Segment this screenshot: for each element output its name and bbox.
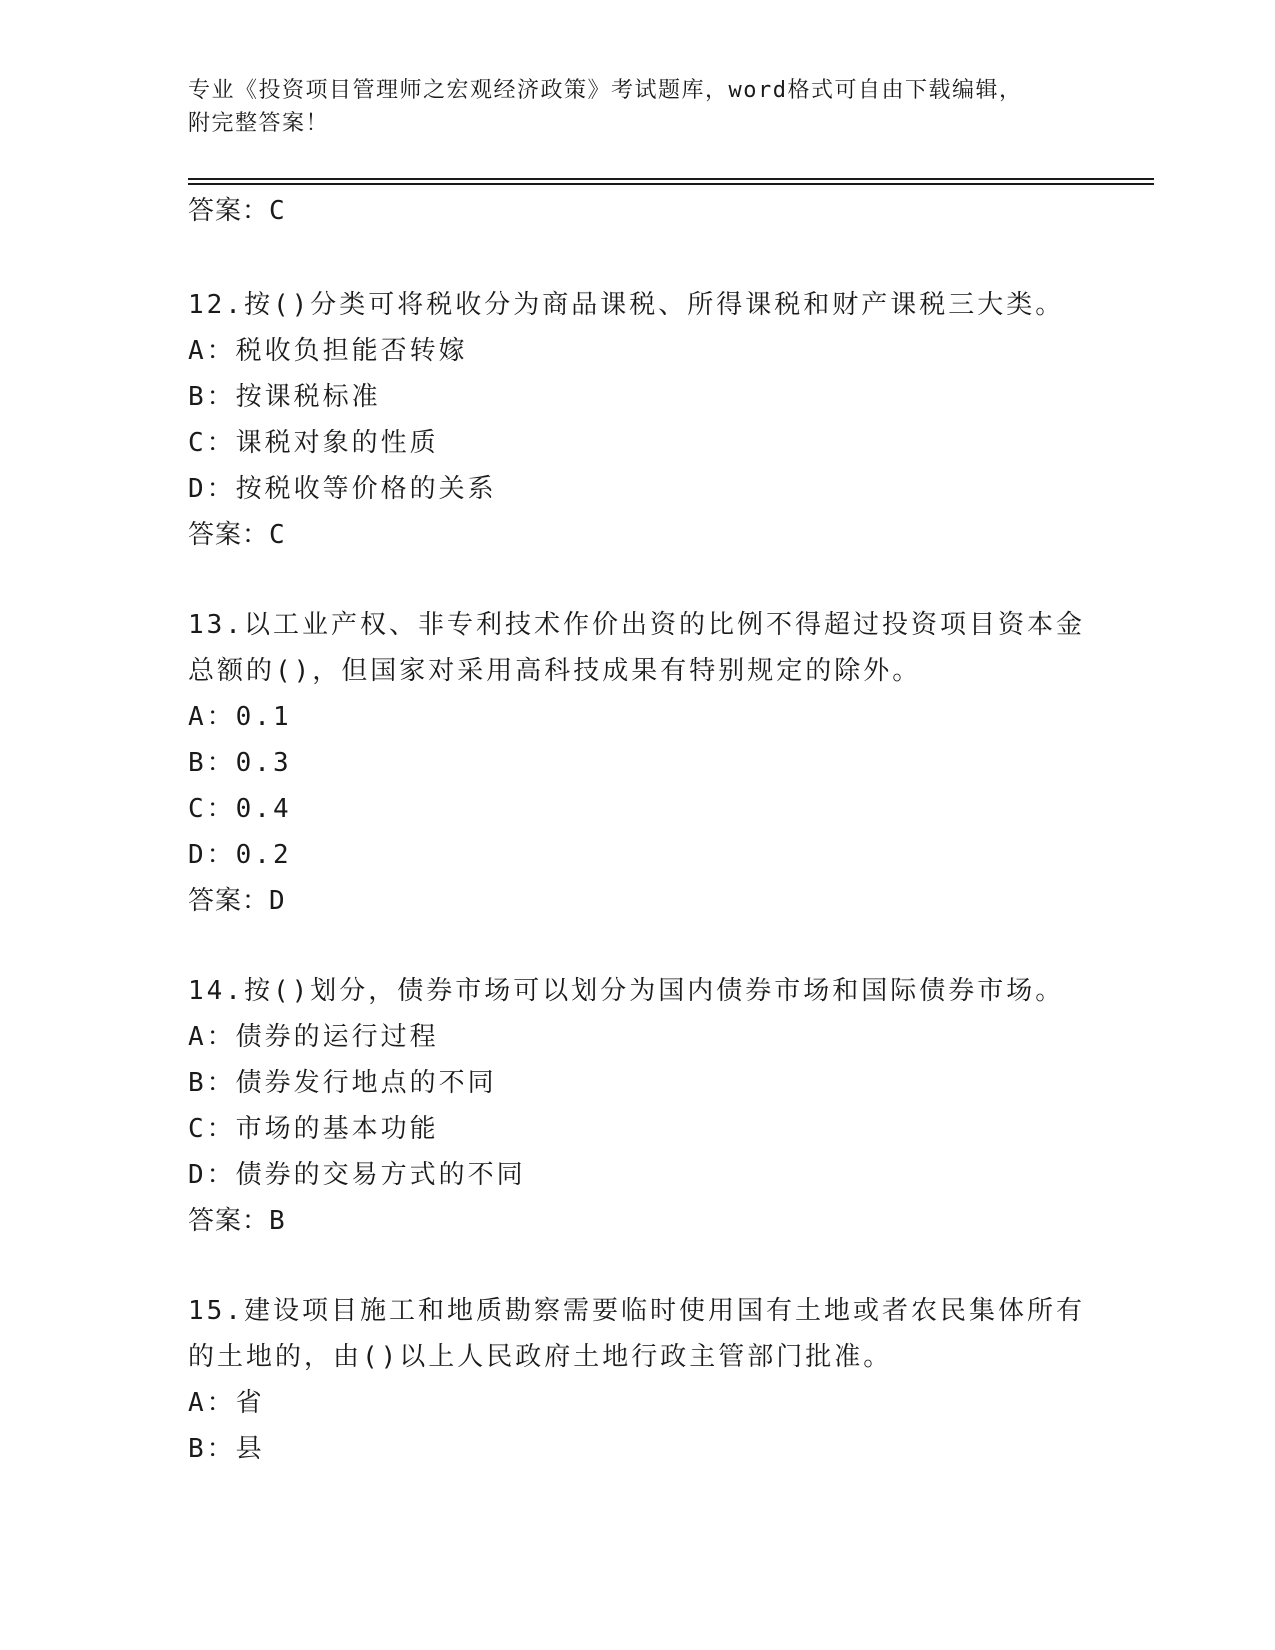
previous-answer: 答案：C bbox=[188, 196, 286, 226]
question-stem: 12.按()分类可将税收分为商品课税、所得课税和财产课税三大类。 bbox=[188, 290, 1065, 320]
option-b: B：县 bbox=[188, 1434, 265, 1464]
option-d: D：0.2 bbox=[188, 840, 292, 870]
question-13 bbox=[188, 602, 1088, 924]
option-a: A：0.1 bbox=[188, 702, 292, 732]
option-b: B：债券发行地点的不同 bbox=[188, 1068, 497, 1098]
option-d: D：债券的交易方式的不同 bbox=[188, 1160, 526, 1190]
option-b: B：0.3 bbox=[188, 748, 292, 778]
header-line-2: 附完整答案！ bbox=[188, 111, 330, 136]
question-15 bbox=[188, 1288, 1088, 1472]
question-12 bbox=[188, 282, 1088, 558]
question-14 bbox=[188, 968, 1088, 1244]
option-d: D：按税收等价格的关系 bbox=[188, 474, 497, 504]
question-stem: 14.按()划分，债券市场可以划分为国内债券市场和国际债券市场。 bbox=[188, 976, 1065, 1006]
option-a: A：税收负担能否转嫁 bbox=[188, 336, 468, 366]
option-a: A：债券的运行过程 bbox=[188, 1022, 439, 1052]
option-c: C：0.4 bbox=[188, 794, 292, 824]
header-line-1: 专业《投资项目管理师之宏观经济政策》考试题库，word格式可自由下载编辑， bbox=[188, 78, 1023, 103]
question-stem: 13.以工业产权、非专利技术作价出资的比例不得超过投资项目资本金总额的()，但国家对采用高科技成果有特别规定的除外。 bbox=[188, 610, 1085, 686]
option-c: C：市场的基本功能 bbox=[188, 1114, 439, 1144]
question-list bbox=[188, 282, 1088, 1516]
header-divider-top bbox=[188, 178, 1154, 180]
option-a: A：省 bbox=[188, 1388, 265, 1418]
option-c: C：课税对象的性质 bbox=[188, 428, 439, 458]
answer: 答案：C bbox=[188, 520, 286, 550]
option-b: B：按课税标准 bbox=[188, 382, 381, 412]
answer: 答案：B bbox=[188, 1206, 286, 1236]
document-header bbox=[188, 74, 1088, 140]
question-stem: 15.建设项目施工和地质勘察需要临时使用国有土地或者农民集体所有的土地的，由()以上人民政府土地行政主管部门批准。 bbox=[188, 1296, 1085, 1372]
answer: 答案：D bbox=[188, 886, 286, 916]
header-divider-bottom bbox=[188, 183, 1154, 185]
